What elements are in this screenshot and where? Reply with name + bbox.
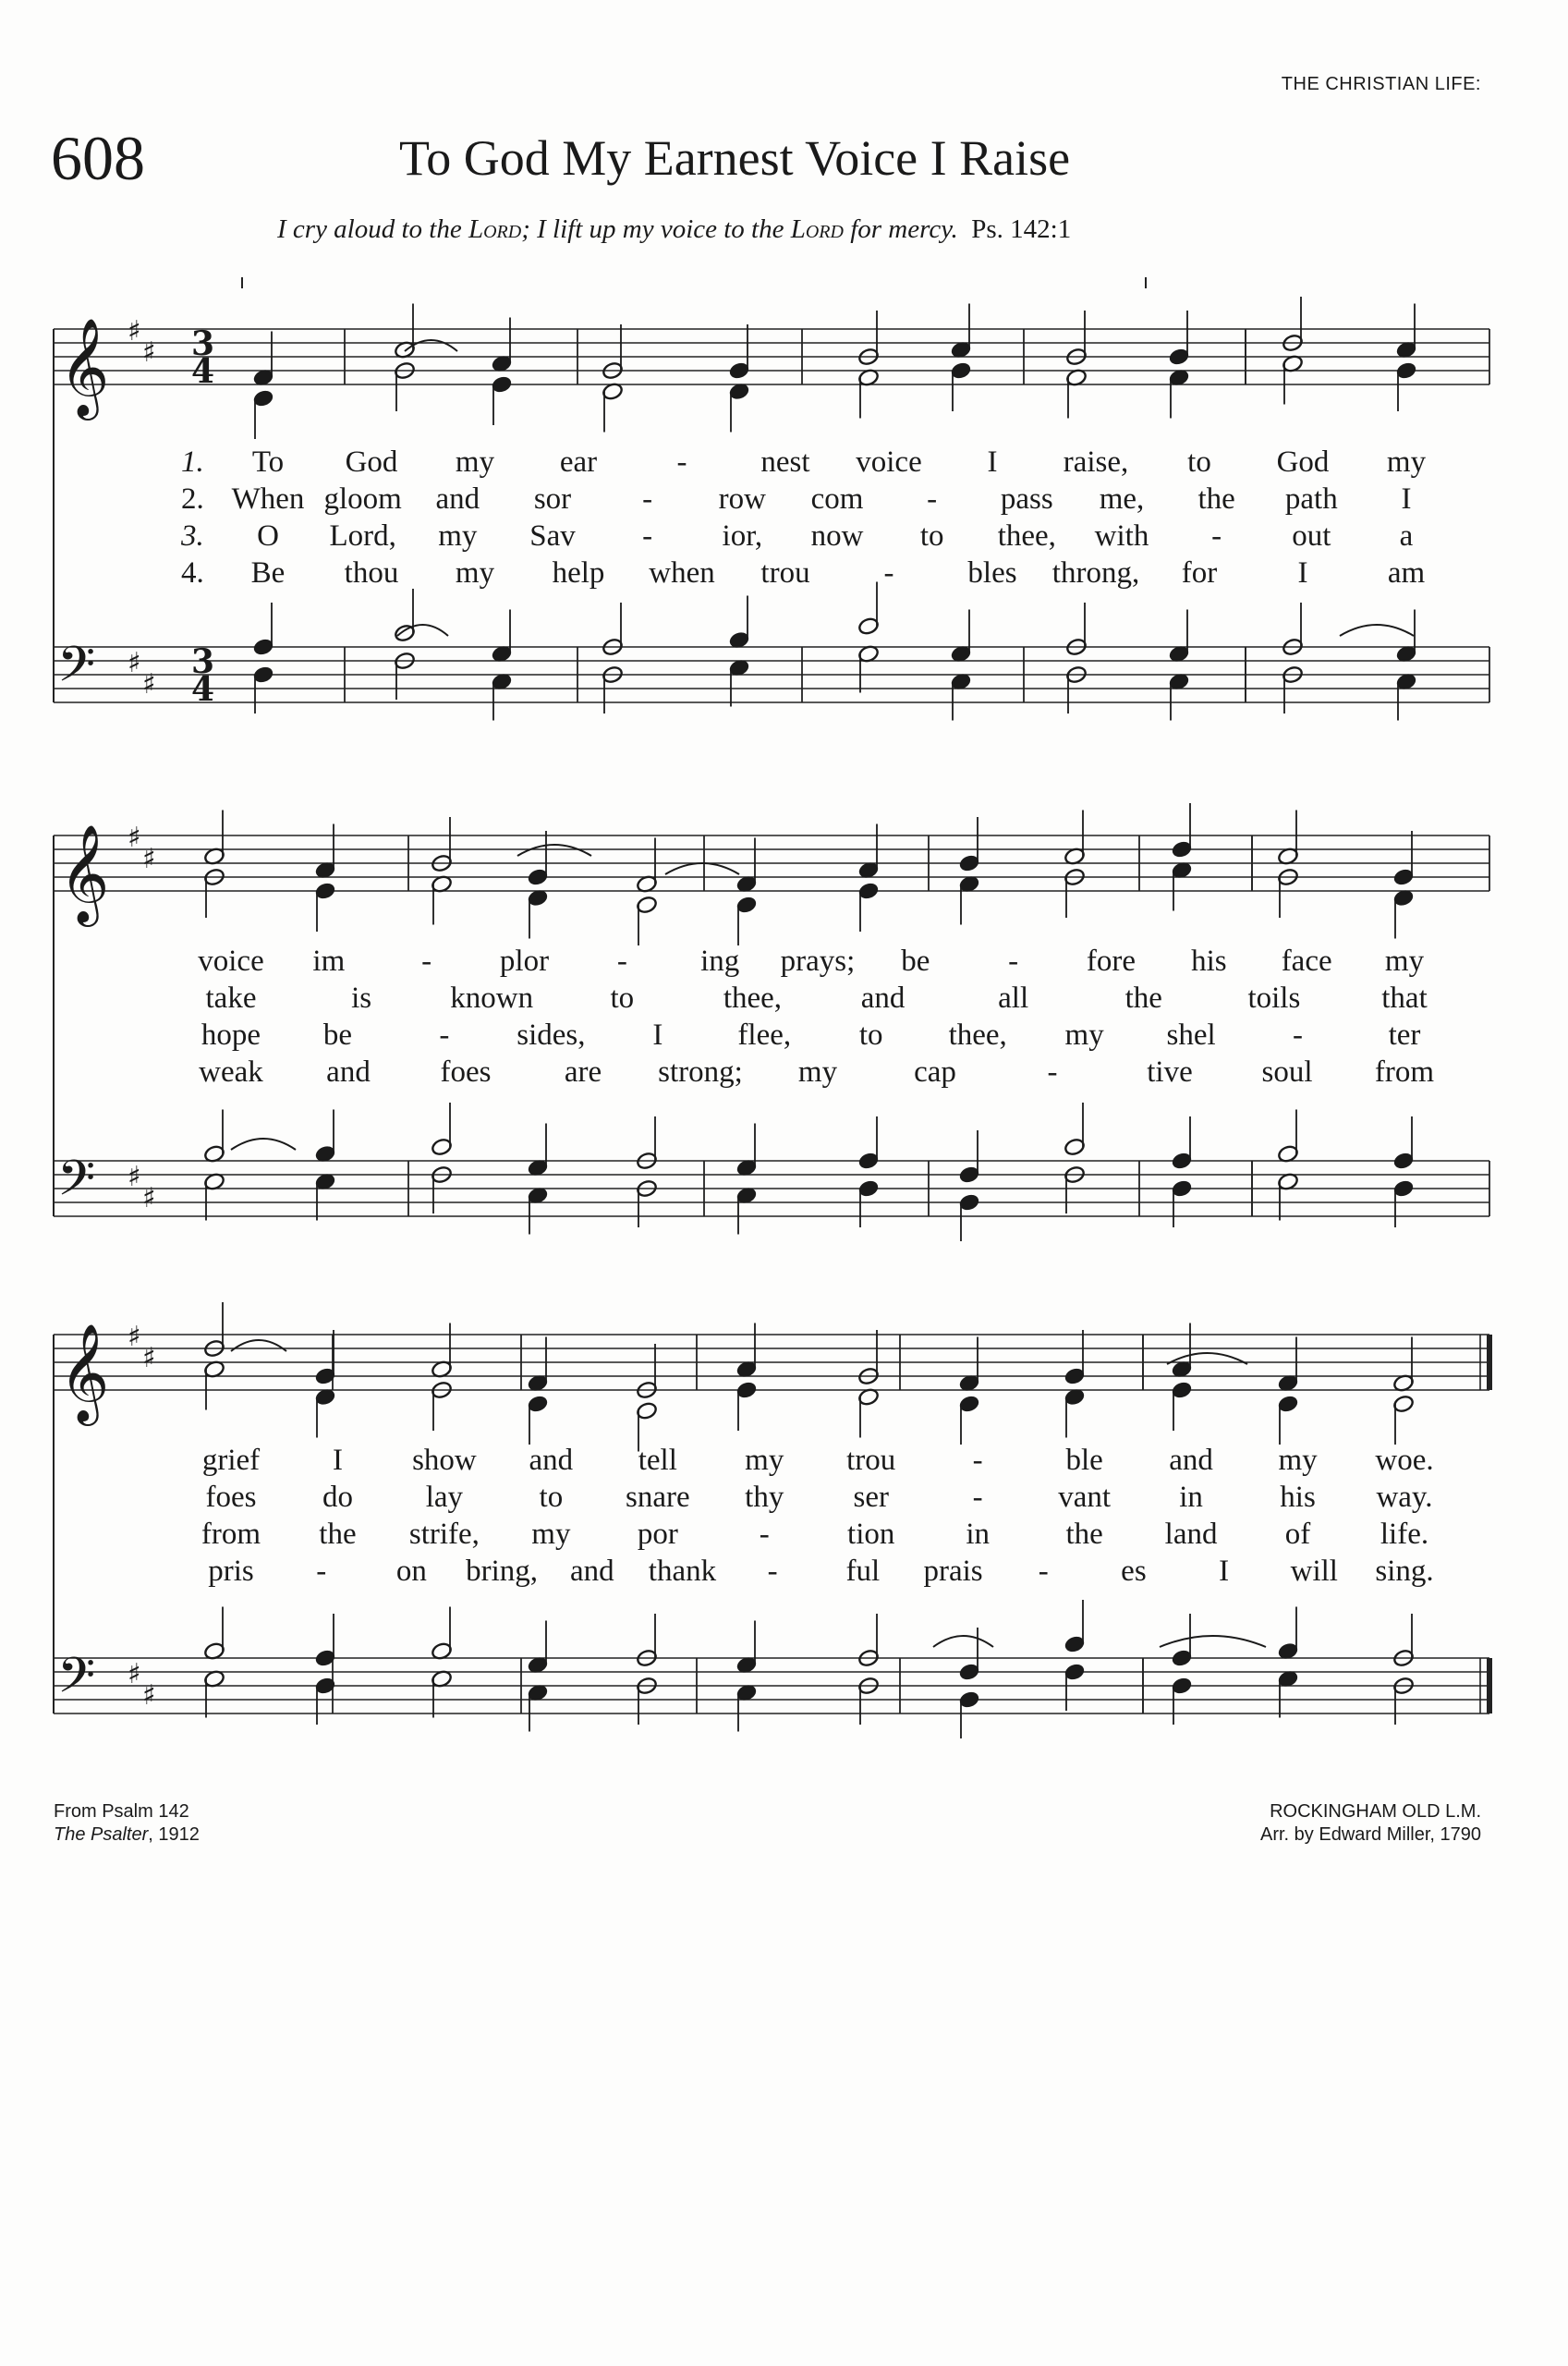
lyric-syllable: from	[1374, 1055, 1435, 1089]
lyric-syllable: sor	[533, 482, 572, 516]
treble-clef-icon: 𝄞	[59, 823, 110, 922]
lyric-syllable: ter	[1388, 1018, 1421, 1052]
syllable-hyphen: -	[1008, 945, 1019, 978]
lyric-syllable: with	[1094, 519, 1149, 553]
music-system-3	[0, 1294, 1568, 1774]
lyric-syllable: to	[858, 1018, 883, 1052]
treble-clef-icon: 𝄞	[59, 1323, 110, 1421]
syllable-hyphen: -	[759, 1518, 770, 1551]
lyric-syllable: ble	[1065, 1444, 1103, 1477]
lyric-syllable: do	[322, 1481, 353, 1514]
syllable-hyphen: -	[1211, 519, 1222, 553]
epigraph-text-1: I cry aloud to the	[277, 214, 468, 244]
lyric-syllable: Lord,	[329, 519, 396, 553]
lyric-syllable: strong;	[658, 1055, 743, 1089]
lyric-syllable: foes	[440, 1055, 492, 1089]
slur	[933, 1636, 993, 1647]
lyric-syllable: my	[1386, 445, 1427, 479]
verse-2-line	[0, 1481, 1568, 1518]
syllable-hyphen: -	[676, 445, 687, 479]
verse-2-line	[0, 982, 1568, 1018]
lyric-syllable: God	[1276, 445, 1330, 479]
verse-4-line	[0, 1055, 1568, 1092]
sharp-icon: ♯	[142, 1679, 156, 1712]
time-signature-bottom: 4	[191, 670, 215, 709]
lyric-syllable: now	[810, 519, 864, 553]
bass-clef-icon: 𝄢	[57, 1151, 96, 1219]
lyric-syllable: path	[1284, 482, 1338, 516]
lyric-syllable: way.	[1376, 1481, 1433, 1514]
verse-1-line	[0, 445, 1568, 482]
text-book-year: , 1912	[148, 1824, 200, 1845]
lyric-syllable: fore	[1086, 945, 1136, 978]
epigraph-reference: Ps. 142:1	[971, 214, 1072, 244]
slur	[1340, 625, 1414, 636]
lyric-syllable: pass	[1000, 482, 1053, 516]
lyric-syllable: to	[919, 519, 944, 553]
sharp-icon: ♯	[128, 1658, 141, 1690]
lyric-syllable: nest	[760, 445, 810, 479]
text-book-line	[54, 1823, 200, 1847]
lyric-syllable: be	[901, 945, 930, 978]
sharp-icon: ♯	[142, 1342, 156, 1374]
lyric-syllable: im	[312, 945, 346, 978]
lyric-syllable: prais	[923, 1555, 983, 1588]
sharp-icon: ♯	[128, 647, 141, 679]
lyric-syllable: be	[322, 1018, 353, 1052]
lyric-syllable: of	[1284, 1518, 1311, 1551]
lyric-syllable: help	[552, 556, 605, 590]
lyric-syllable: and	[1169, 1444, 1213, 1477]
lyric-syllable: I	[332, 1444, 343, 1477]
lyric-syllable: I	[652, 1018, 663, 1052]
syllable-hyphen: -	[642, 482, 653, 516]
lyric-syllable: on	[395, 1555, 427, 1588]
time-signature-top: 3	[191, 642, 215, 681]
lyric-syllable: the	[319, 1518, 357, 1551]
lyric-syllable: thee,	[997, 519, 1056, 553]
lyric-syllable: foes	[205, 1481, 257, 1514]
syllable-hyphen: -	[421, 945, 432, 978]
lyric-syllable: me,	[1099, 482, 1145, 516]
lyric-syllable: God	[345, 445, 398, 479]
lyric-syllable: gloom	[323, 482, 402, 516]
verse-3-line	[0, 1518, 1568, 1555]
sharp-icon: ♯	[128, 1161, 141, 1193]
epigraph-lord-2: Lord	[790, 214, 844, 244]
slur	[231, 1139, 296, 1150]
syllable-hyphen: -	[616, 945, 627, 978]
lyric-syllable: soul	[1261, 1055, 1313, 1089]
lyric-syllable: lay	[425, 1481, 464, 1514]
lyric-syllable: woe.	[1375, 1444, 1434, 1477]
lyric-syllable: the	[1065, 1518, 1103, 1551]
lyric-syllable: sing.	[1375, 1555, 1434, 1588]
lyric-syllable: Sav	[529, 519, 576, 553]
sharp-icon: ♯	[128, 822, 141, 854]
lyric-syllable: and	[435, 482, 480, 516]
lyric-syllable: cap	[914, 1055, 956, 1089]
lyric-syllable: and	[860, 982, 906, 1015]
lyric-syllable: and	[529, 1444, 574, 1477]
lyric-syllable: When	[231, 482, 305, 516]
lyric-syllable: face	[1281, 945, 1332, 978]
lyric-syllable: plor	[499, 945, 550, 978]
lyric-syllable: will	[1290, 1555, 1338, 1588]
syllable-hyphen: -	[642, 519, 653, 553]
lyric-syllable: life.	[1380, 1518, 1429, 1551]
lyric-syllable: com	[810, 482, 864, 516]
verse-number: 3.	[181, 519, 204, 553]
lyric-syllable: my	[438, 519, 478, 553]
lyric-syllable: known	[450, 982, 534, 1015]
lyric-syllable: hope	[201, 1018, 261, 1052]
lyric-syllable: es	[1121, 1555, 1147, 1588]
syllable-hyphen: -	[1038, 1555, 1049, 1588]
text-source: From Psalm 142	[54, 1801, 189, 1822]
tune-name: ROCKINGHAM OLD L.M.	[1270, 1801, 1481, 1822]
lyric-syllable: voice	[856, 445, 922, 479]
verse-3-line	[0, 1018, 1568, 1055]
lyric-syllable: bring,	[466, 1555, 539, 1588]
sharp-icon: ♯	[142, 1182, 156, 1214]
verse-3-line	[0, 519, 1568, 556]
lyric-syllable: the	[1124, 982, 1162, 1015]
lyric-syllable: am	[1387, 556, 1426, 590]
lyric-syllable: row	[718, 482, 766, 516]
lyric-syllable: por	[637, 1518, 678, 1551]
lyric-syllable: is	[351, 982, 372, 1015]
lyric-syllable: prays;	[780, 945, 856, 978]
section-heading: THE CHRISTIAN LIFE:	[1281, 74, 1481, 94]
lyric-syllable: all	[998, 982, 1029, 1015]
verse-4-line	[0, 1555, 1568, 1592]
lyric-syllable: ful	[845, 1555, 881, 1588]
verse-number: 2.	[181, 482, 204, 516]
lyric-syllable: I	[1297, 556, 1308, 590]
lyric-syllable: O	[257, 519, 279, 553]
lyric-syllable: ior,	[722, 519, 763, 553]
epigraph-text-2: ; I lift up my voice to the	[521, 214, 791, 244]
syllable-hyphen: -	[927, 482, 938, 516]
verse-number: 1.	[181, 445, 204, 479]
epigraph-text-3: for mercy.	[843, 214, 958, 244]
lyric-syllable: my	[1384, 945, 1425, 978]
lyric-syllable: to	[539, 1481, 564, 1514]
syllable-hyphen: -	[1293, 1018, 1304, 1052]
lyric-syllable: when	[649, 556, 715, 590]
tune-arranger: Arr. by Edward Miller, 1790	[1260, 1824, 1481, 1845]
verse-number: 4.	[181, 556, 204, 590]
lyric-syllable: his	[1191, 945, 1227, 978]
lyric-syllable: thank	[648, 1555, 717, 1588]
lyric-syllable: land	[1164, 1518, 1218, 1551]
lyric-syllable: that	[1381, 982, 1428, 1015]
syllable-hyphen: -	[972, 1481, 983, 1514]
lyric-syllable: thee,	[948, 1018, 1007, 1052]
lyric-syllable: thee,	[723, 982, 783, 1015]
lyric-syllable: trou	[760, 556, 810, 590]
lyric-syllable: from	[201, 1518, 261, 1551]
lyric-syllable: in	[966, 1518, 991, 1551]
sharp-icon: ♯	[128, 1321, 141, 1353]
lyric-syllable: trou	[846, 1444, 896, 1477]
phrase-bracket-close	[1133, 277, 1146, 288]
verse-1-line	[0, 945, 1568, 982]
bass-clef-icon: 𝄢	[57, 1648, 96, 1716]
lyric-syllable: toils	[1247, 982, 1301, 1015]
lyric-syllable: to	[610, 982, 635, 1015]
slur	[231, 1340, 286, 1351]
syllable-hyphen: -	[316, 1555, 327, 1588]
lyric-syllable: ear	[559, 445, 598, 479]
lyric-syllable: and	[569, 1555, 614, 1588]
lyric-syllable: and	[326, 1055, 371, 1089]
syllable-hyphen: -	[883, 556, 894, 590]
text-book-title: The Psalter	[54, 1824, 149, 1845]
lyric-syllable: my	[455, 556, 495, 590]
lyric-syllable: my	[1278, 1444, 1318, 1477]
lyric-syllable: I	[1219, 1555, 1230, 1588]
lyric-syllable: voice	[198, 945, 264, 978]
lyric-syllable: a	[1399, 519, 1414, 553]
lyric-syllable: to	[1187, 445, 1211, 479]
treble-clef-icon: 𝄞	[59, 317, 110, 416]
lyric-syllable: raise,	[1063, 445, 1129, 479]
slur	[1160, 1636, 1266, 1647]
verse-1-line	[0, 1444, 1568, 1481]
syllable-hyphen: -	[439, 1018, 450, 1052]
sharp-icon: ♯	[142, 843, 156, 875]
lyric-syllable: ser	[853, 1481, 889, 1514]
lyric-syllable: I	[1401, 482, 1412, 516]
hymn-number: 608	[51, 123, 145, 193]
lyric-syllable: tell	[638, 1444, 677, 1477]
lyric-syllable: weak	[199, 1055, 263, 1089]
verse-4-line	[0, 556, 1568, 593]
lyric-syllable: shel	[1166, 1018, 1216, 1052]
tune-credit	[1260, 1800, 1481, 1847]
lyric-syllable: my	[1064, 1018, 1104, 1052]
epigraph-lord-1: Lord	[468, 214, 522, 244]
music-system-1	[0, 277, 1568, 758]
lyric-syllable: I	[987, 445, 998, 479]
scripture-epigraph	[277, 214, 1071, 245]
lyric-syllable: my	[745, 1444, 784, 1477]
verse-2-line	[0, 482, 1568, 519]
hymn-title: To God My Earnest Voice I Raise	[399, 130, 1071, 186]
lyric-syllable: thou	[344, 556, 399, 590]
syllable-hyphen: -	[972, 1444, 983, 1477]
lyric-syllable: my	[797, 1055, 838, 1089]
slur	[517, 845, 591, 856]
syllable-hyphen: -	[1047, 1055, 1058, 1089]
lyric-syllable: for	[1181, 556, 1218, 590]
lyric-syllable: vant	[1058, 1481, 1112, 1514]
lyric-syllable: grief	[201, 1444, 261, 1477]
lyric-syllable: take	[205, 982, 257, 1015]
sharp-icon: ♯	[142, 668, 156, 701]
time-signature-bottom: 4	[191, 352, 215, 391]
syllable-hyphen: -	[767, 1555, 778, 1588]
lyric-syllable: Be	[250, 556, 286, 590]
time-signature-top: 3	[191, 324, 215, 363]
lyric-syllable: sides,	[517, 1018, 586, 1052]
lyric-syllable: tion	[847, 1518, 895, 1551]
lyric-syllable: flee,	[737, 1018, 792, 1052]
lyric-syllable: To	[251, 445, 285, 479]
lyric-syllable: bles	[967, 556, 1017, 590]
lyric-syllable: tive	[1147, 1055, 1193, 1089]
lyric-syllable: snare	[625, 1481, 690, 1514]
lyric-syllable: throng,	[1051, 556, 1140, 590]
lyric-syllable: his	[1280, 1481, 1316, 1514]
lyric-syllable: in	[1179, 1481, 1203, 1514]
text-credit	[54, 1800, 200, 1847]
sharp-icon: ♯	[128, 315, 141, 348]
slur	[665, 863, 739, 874]
lyric-syllable: ing	[700, 945, 740, 978]
music-system-2	[0, 795, 1568, 1275]
lyric-syllable: my	[531, 1518, 571, 1551]
lyric-syllable: are	[564, 1055, 602, 1089]
lyric-syllable: the	[1197, 482, 1235, 516]
lyric-syllable: out	[1292, 519, 1331, 553]
lyric-syllable: pris	[208, 1555, 254, 1588]
phrase-bracket-open	[242, 277, 255, 288]
lyric-syllable: thy	[745, 1481, 784, 1514]
lyric-syllable: strife,	[408, 1518, 480, 1551]
lyric-syllable: show	[412, 1444, 477, 1477]
lyric-syllable: my	[455, 445, 495, 479]
sharp-icon: ♯	[142, 336, 156, 369]
bass-clef-icon: 𝄢	[57, 637, 96, 705]
